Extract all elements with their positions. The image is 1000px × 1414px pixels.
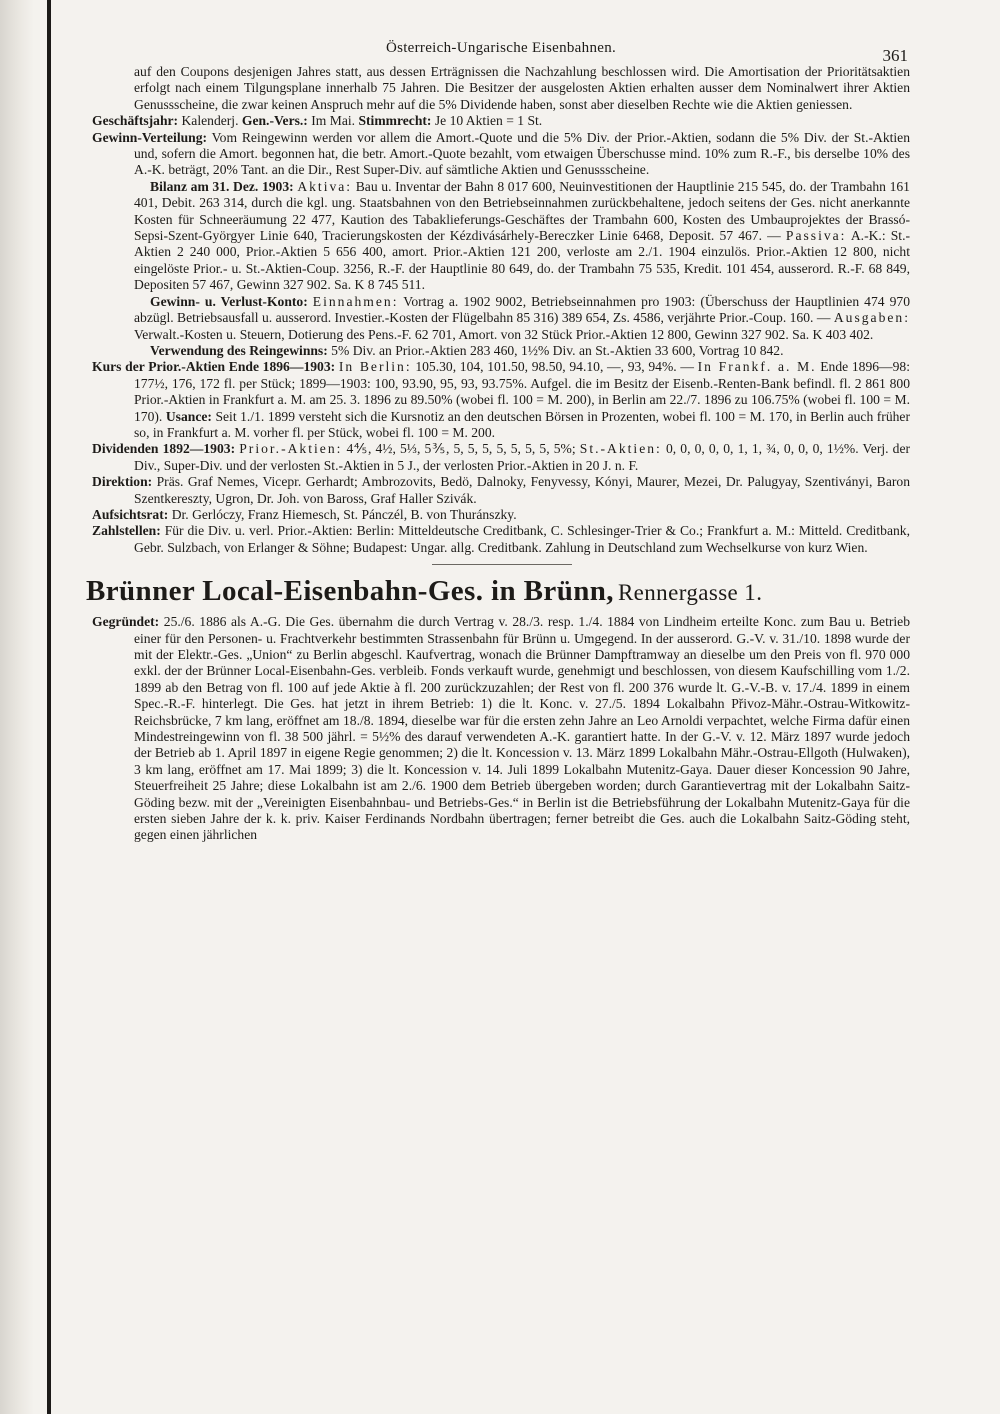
gewinn-verteilung-entry bbox=[92, 130, 910, 179]
bilanz-aktiva-text: Bau u. Inventar der Bahn 8 017 600, Neuinvestitionen der Hauptlinie 215 545, do. der Trambahn 161 401, Debit. 263 314, durch die kgl. ung. Staatsbahnen von den Betriebseinnahmen zurückbehaltene, jedoch seitens der Ges. nicht anerkannte Kosten für Schneeräumung 22 477, Kaution des Tabaklieferungs-Geschäftes der Trambahn 600, Kosten des Umbauprojektes der Brassó-Sepsi-Szent-Györgyer Linie 640, Tracierungskosten der Kézdivásárhely-Bereczker Linie 6468, Deposit. 57 467. — bbox=[134, 178, 910, 244]
verwendung-label: Verwendung des Reingewinns: bbox=[150, 342, 328, 358]
gegruendet-text: 25./6. 1886 als A.-G. Die Ges. übernahm die durch Vertrag v. 28./3. resp. 1./4. 1884 von Lindheim erteilte Konc. zum Bau u. Betrieb einer für den Personen- u. Frachtverkehr bestimmten Strassenbahn für Brünn u. Umgegend. In der ausserord. G.-V. v. 31./10. 1898 wurde der mit der Elektr.-Ges. „Union“ zu Berlin abgeschl. Kaufvertrag, wonach die Brünner Dampftramway an dieselbe um den Preis von fl. 970 000 exkl. der der Brünner Local-Eisenbahn-Ges. verbleib. Fonds verkauft wurde, genehmigt und beschlossen, von diesem Kaufschilling vom 1./2. 1899 ab den Betrag von fl. 100 auf jede Aktie à fl. 200 zurückzuzahlen; der Rest von fl. 200 376 wurde lt. G.-V.-B. v. 17./4. 1899 in einem Spec.-R.-F. hinterlegt. Die Ges. hat jetzt in ihrem Betrieb: 1) die lt. Konc. v. 27./5. 1894 Lokalbahn Přivoz-Mähr.-Ostrau-Witkowitz-Reichsbrücke, 7 km lang, eröffnet am 18./8. 1894, dieselbe war für die ersten zehn Jahre an Leo Arnoldi verpachtet, welche Firma dafür einen Mindestreingewinn von fl. 38 500 jährl. = 5½% des darauf verwendeten A.-K. garantiert hatte. In der G.-V. v. 12. März 1897 wurde jedoch der Betrieb ab 1. April 1897 in eigene Regie genommen; 2) die lt. Koncession v. 13. März 1899 Lokalbahn Mähr.-Ostrau-Ellgoth (Hulwaken), 3 km lang, eröffnet am 17. Mai 1899; 3) die lt. Koncession v. 14. Juli 1899 Lokalbahn Mutenitz-Gaya. Dauer dieser Koncession 90 Jahre, Steuerfreiheit 25 Jahre; diese Lokalbahn ist am 2./6. 1900 dem Betrieb übergeben worden; durch Garantievertrag mit der Lokalbahn Saitz-Göding bezw. mit der „Vereinigten Eisenbahnbau- und Betriebs-Ges.“ in Berlin ist die Betriebsführung der Lokalbahn Mutenitz-Gaya für die ersten sieben Jahre der k. k. priv. Kaiser Ferdinands Nordbahn übertragen; ferner betreibt die Ges. auch die Lokalbahn Saitz-Göding steht, gegen einen jährlichen bbox=[134, 614, 910, 843]
section-austro-hungarian-railway bbox=[92, 64, 910, 556]
dividenden-entry bbox=[92, 441, 910, 474]
usance-text: Seit 1./1. 1899 versteht sich die Kursnotiz an den deutschen Börsen in Prozenten, wobei fl. 100 = M. 170, in Berlin auch früher so, in Frankfurt a. M. vorher fl. per Stück, wobei fl. 100 = M. 200. bbox=[134, 408, 910, 440]
kurs-frankfurt-text: Ende 1896—98: 177½, 176, 172 fl. per Stück; 1899—1903: 100, 93.90, 95, 93, 93.75%. Aufgel. die im Besitz der Eisenb.-Renten-Bank befindl. fl. 2 861 800 Prior.-Aktien in Frankfurt a. M. am 25. 3. 1896 zu 89.50% (wobei fl. 100 = M. 200), in Berlin am 22./7. 1896 zu 106.75% (wobei fl. 100 = M. 170). bbox=[134, 359, 911, 424]
aufsichtsrat-text: Dr. Gerlóczy, Franz Hiemesch, St. Pánczél, B. von Thuránszky. bbox=[171, 506, 517, 522]
section-title bbox=[86, 575, 910, 608]
intro-text: auf den Coupons desjenigen Jahres statt, aus dessen Erträgnissen die Nachzahlung beschlossen wird. Die Amortisation der Prioritätsaktien erfolgt nach einem Tilgungsplane innerhalb 75 Jahren. Die Besitzer der ausgelosten Aktien erhalten ausser dem Nominalwert ihrer Aktien Genussscheine, die zwar keinen Anspruch mehr auf die 5% Dividende haben, sonst aber dieselben Rechte wie die Aktien geniessen. bbox=[134, 64, 910, 112]
stimmrecht-value: Je 10 Aktien = 1 St. bbox=[434, 113, 543, 129]
section-title-main: Brünner Local-Eisenbahn-Ges. in Brünn, bbox=[86, 575, 614, 608]
page-header bbox=[92, 30, 910, 64]
book-spine-line bbox=[47, 0, 51, 1414]
dividenden-prior-text: 4⅘, 4½, 5⅓, 5⅗, 5, 5, 5, 5, 5, 5, 5, 5%; bbox=[346, 441, 576, 457]
zahlstellen-text: Für die Div. u. verl. Prior.-Aktien: Berlin: Mitteldeutsche Creditbank, C. Schlesinger-Trier & Co.; Frankfurt a. M.: Mitteld. Creditbank, Gebr. Sulzbach, von Erlanger & Söhne; Budapest: Ungar. allg. Creditbank. Zahlung in Deutschland zum Wechselkurse von kurz Wien. bbox=[134, 523, 910, 555]
aufsichtsrat-entry bbox=[92, 507, 910, 523]
kurs-frankfurt-label: In Frankf. a. M. bbox=[697, 359, 817, 375]
dividenden-label: Dividenden 1892—1903: bbox=[92, 441, 236, 457]
intro-paragraph bbox=[92, 64, 910, 113]
running-title: Österreich-Ungarische Eisenbahnen. bbox=[385, 40, 617, 56]
geschaeftsjahr-entry bbox=[92, 113, 910, 129]
guv-ausgaben-text: Verwalt.-Kosten u. Steuern, Dotierung des Pens.-F. 62 701, Amort. von 32 Stück Prior.-Aktien 12 800, Gewinn 327 902. Sa. K 403 402. bbox=[134, 326, 874, 342]
direktion-text: Präs. Graf Nemes, Vicepr. Gerhardt; Ambrozovits, Bedö, Dalnoky, Fenyvessy, Kónyi, Maurer, Mezei, Dr. Palugyay, Szentiványi, Baron Szentkereszty, Ugron, Dr. Joh. von Baross, Graf Haller Szivák. bbox=[134, 474, 910, 506]
section-title-address: Rennergasse 1. bbox=[617, 580, 763, 606]
section-bruenner-local-eisenbahn bbox=[92, 614, 910, 844]
direktion-entry bbox=[92, 474, 910, 507]
stimmrecht-label: Stimmrecht: bbox=[358, 113, 432, 129]
guv-label: Gewinn- u. Verlust-Konto: bbox=[150, 293, 308, 309]
ausgaben-label: Ausgaben: bbox=[833, 310, 910, 326]
section-divider bbox=[432, 564, 572, 565]
geschaeftsjahr-value: Kalenderj. bbox=[181, 113, 239, 129]
genvers-value: Im Mai. bbox=[311, 113, 356, 129]
zahlstellen-entry bbox=[92, 523, 910, 556]
bilanz-label: Bilanz am 31. Dez. 1903: bbox=[150, 178, 294, 194]
kurs-berlin-text: 105.30, 104, 101.50, 98.50, 94.10, —, 93, 94%. — bbox=[415, 359, 694, 375]
dividenden-st-text: 0, 0, 0, 0, 0, 1, 1, ¾, 0, 0, 0, 1½%. Verj. der Div., Super-Div. und der verlosten St.-Aktien in 5 J., der verlosten Prior.-Aktien in 20 J. n. F. bbox=[134, 441, 911, 473]
bilanz-entry bbox=[92, 179, 910, 294]
direktion-label: Direktion: bbox=[92, 474, 153, 490]
kurs-label: Kurs der Prior.-Aktien Ende 1896—1903: bbox=[92, 359, 336, 375]
prior-aktien-label: Prior.-Aktien: bbox=[239, 441, 343, 457]
zahlstellen-label: Zahlstellen: bbox=[92, 523, 161, 539]
guv-entry bbox=[92, 294, 910, 343]
usance-label: Usance: bbox=[165, 408, 212, 424]
gegruendet-entry bbox=[92, 614, 910, 844]
page-gutter-shadow bbox=[0, 0, 34, 1414]
kurs-berlin-label: In Berlin: bbox=[338, 359, 412, 375]
guv-einnahmen-text: Vortrag a. 1902 9002, Betriebseinnahmen pro 1903: (Überschuss der Hauptlinien 474 970 abzügl. Betriebsausfall u. ausserord. Investier.-Kosten der Flügelbahn 85 316) 389 654, Zs. 4586, verjährte Prior.-Coup. 160. — bbox=[134, 293, 910, 326]
passiva-label: Passiva: bbox=[785, 228, 847, 244]
aufsichtsrat-label: Aufsichtsrat: bbox=[92, 506, 169, 522]
gewinn-verteilung-text: Vom Reingewinn werden vor allem die Amort.-Quote und die 5% Div. der Prior.-Aktien, sodann die 5% Div. der St.-Aktien und, sofern die Amort. begonnen hat, die betr. Amort.-Quote bezahlt, vom etwaigen Überschusse mind. 10% zum R.-F., bis derselbe 10% des A.-K. beträgt, 20% Tant. an die Dir., Rest Super-Div. auf sämtliche Aktien und Genussscheine. bbox=[134, 129, 910, 178]
verwendung-entry bbox=[92, 343, 910, 359]
page-content bbox=[86, 30, 911, 844]
einnahmen-label: Einnahmen: bbox=[312, 293, 399, 309]
genvers-label: Gen.-Vers.: bbox=[241, 113, 308, 129]
verwendung-text: 5% Div. an Prior.-Aktien 283 460, 1½% Div. an St.-Aktien 33 600, Vortrag 10 842. bbox=[331, 342, 784, 358]
gewinn-verteilung-label: Gewinn-Verteilung: bbox=[92, 129, 208, 145]
page-number: 361 bbox=[882, 46, 908, 65]
kurs-entry bbox=[92, 359, 910, 441]
st-aktien-label: St.-Aktien: bbox=[579, 441, 662, 457]
gegruendet-label: Gegründet: bbox=[92, 614, 160, 630]
aktiva-label: Aktiva: bbox=[297, 178, 353, 194]
geschaeftsjahr-label: Geschäftsjahr: bbox=[92, 113, 179, 129]
bilanz-passiva-text: A.-K.: St.-Aktien 2 240 000, Prior.-Aktien 5 656 400, amort. Prior.-Aktien 121 200, verloste am 2./1. 1904 einzulös. Prior.-Aktien 12 800, nicht eingelöste Prior.- u. St.-Aktien-Coup. 3256, R.-F. der Hauptlinie 80 649, do. der Trambahn 75 535, Kredit. 101 454, ausserord. R.-F. 68 849, Depositen 57 467, Gewinn 327 902. Sa. K 8 745 511. bbox=[134, 228, 910, 293]
